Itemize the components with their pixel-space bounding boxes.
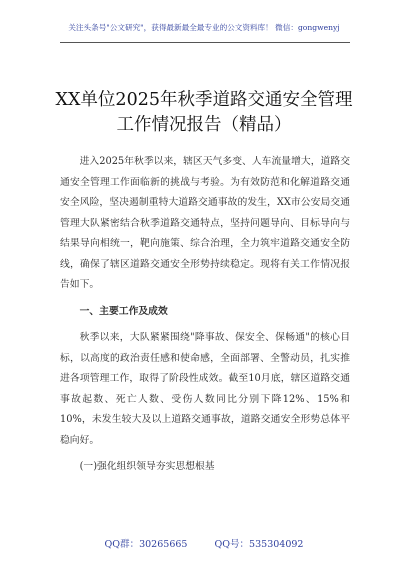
section-heading: 一、主要工作及成效 [79, 305, 168, 317]
document-title: XX单位2025年秋季道路交通安全管理 工作情况报告（精品） [55, 90, 353, 135]
footer-qq-group: QQ群：30265665 [104, 539, 188, 550]
footer-qq-number: QQ号：535304092 [214, 539, 304, 550]
footer-contact [0, 536, 408, 550]
section-paragraph: 秋季以来，大队紧紧围绕"降事故、保安全、保畅通"的核心目标，以高度的政治责任感和使命感，全面部署、全警动员，扎实推进各项管理工作，取得了阶段性成效。截至10月底，辖区道路交通事故起数、死亡人数、受伤人数同比分别下降12%、15%和10%，未发生较大及以上道路交通事故，道路交通安全形势总体平稳向好。 [60, 332, 350, 446]
subsection-heading: (一)强化组织领导夯实思想根基 [79, 461, 215, 472]
document-body [60, 152, 350, 478]
intro-paragraph: 进入2025年秋季以来，辖区天气多变、人车流量增大，道路交通安全管理工作面临新的挑战与考验。为有效防范和化解道路交通安全风险，坚决遏制重特大道路交通事故的发生，XX市公安局交通管理大队紧密结合秋季道路交通特点，坚持问题导向、目标导向与结果导向相统一，靶向施策、综合治理，全力筑牢道路交通安全防线，确保了辖区道路交通安全形势持续稳定。现将有关工作情况报告如下。 [60, 156, 350, 290]
header-divider [60, 42, 350, 43]
header-notice: 关注头条号"公文研究"，获得最新最全最专业的公文资料库！ 微信：gongwenyj [68, 23, 340, 32]
